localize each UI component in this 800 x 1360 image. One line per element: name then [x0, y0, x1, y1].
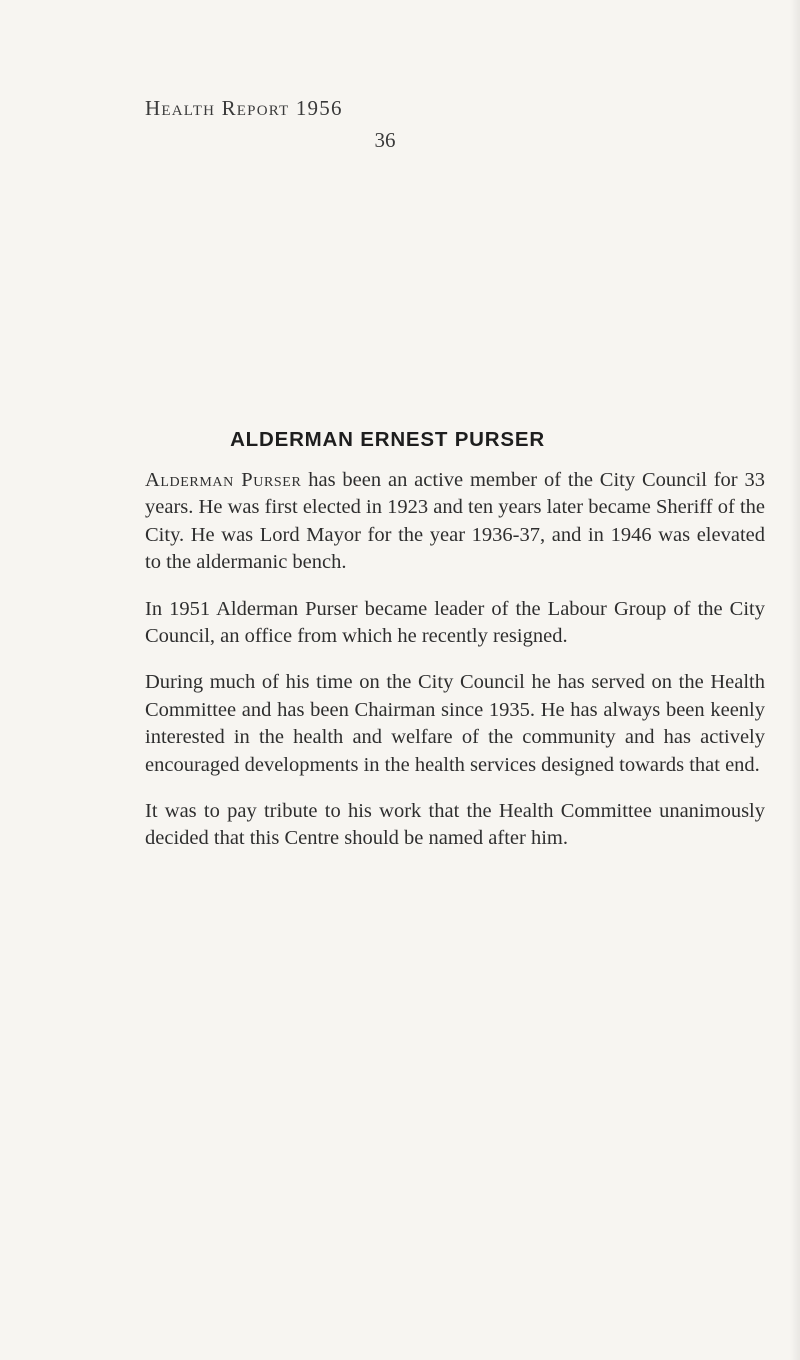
paragraph-1-lead: Alderman Purser [145, 469, 302, 491]
paragraph-1 [145, 467, 765, 577]
running-head: Health Report 1956 [145, 96, 343, 120]
paragraph-1-text: has been an active member of the City Council for 33 years. He was first elected in 1923 and ten years later became Sheriff of the City. He was Lord Mayor for the year 1936-37, and in 1946 was elevated to the aldermanic bench. [145, 469, 765, 574]
page-number: 36 [374, 128, 396, 152]
paragraph-3: During much of his time on the City Council he has served on the Health Committee and has been Chairman since 1935. He has always been keenly interested in the health and welfare of the community and has actively encouraged developments in the health services designed towards that end. [145, 671, 765, 776]
page-edge-shadow [790, 0, 800, 1360]
paragraph-2: In 1951 Alderman Purser became leader of the Labour Group of the City Council, an office from which he recently resigned. [145, 597, 765, 648]
paragraph-4: It was to pay tribute to his work that the Health Committee unanimously decided that this Centre should be named after him. [145, 800, 765, 850]
article-body [145, 467, 765, 872]
article-title: ALDERMAN ERNEST PURSER [230, 428, 545, 451]
